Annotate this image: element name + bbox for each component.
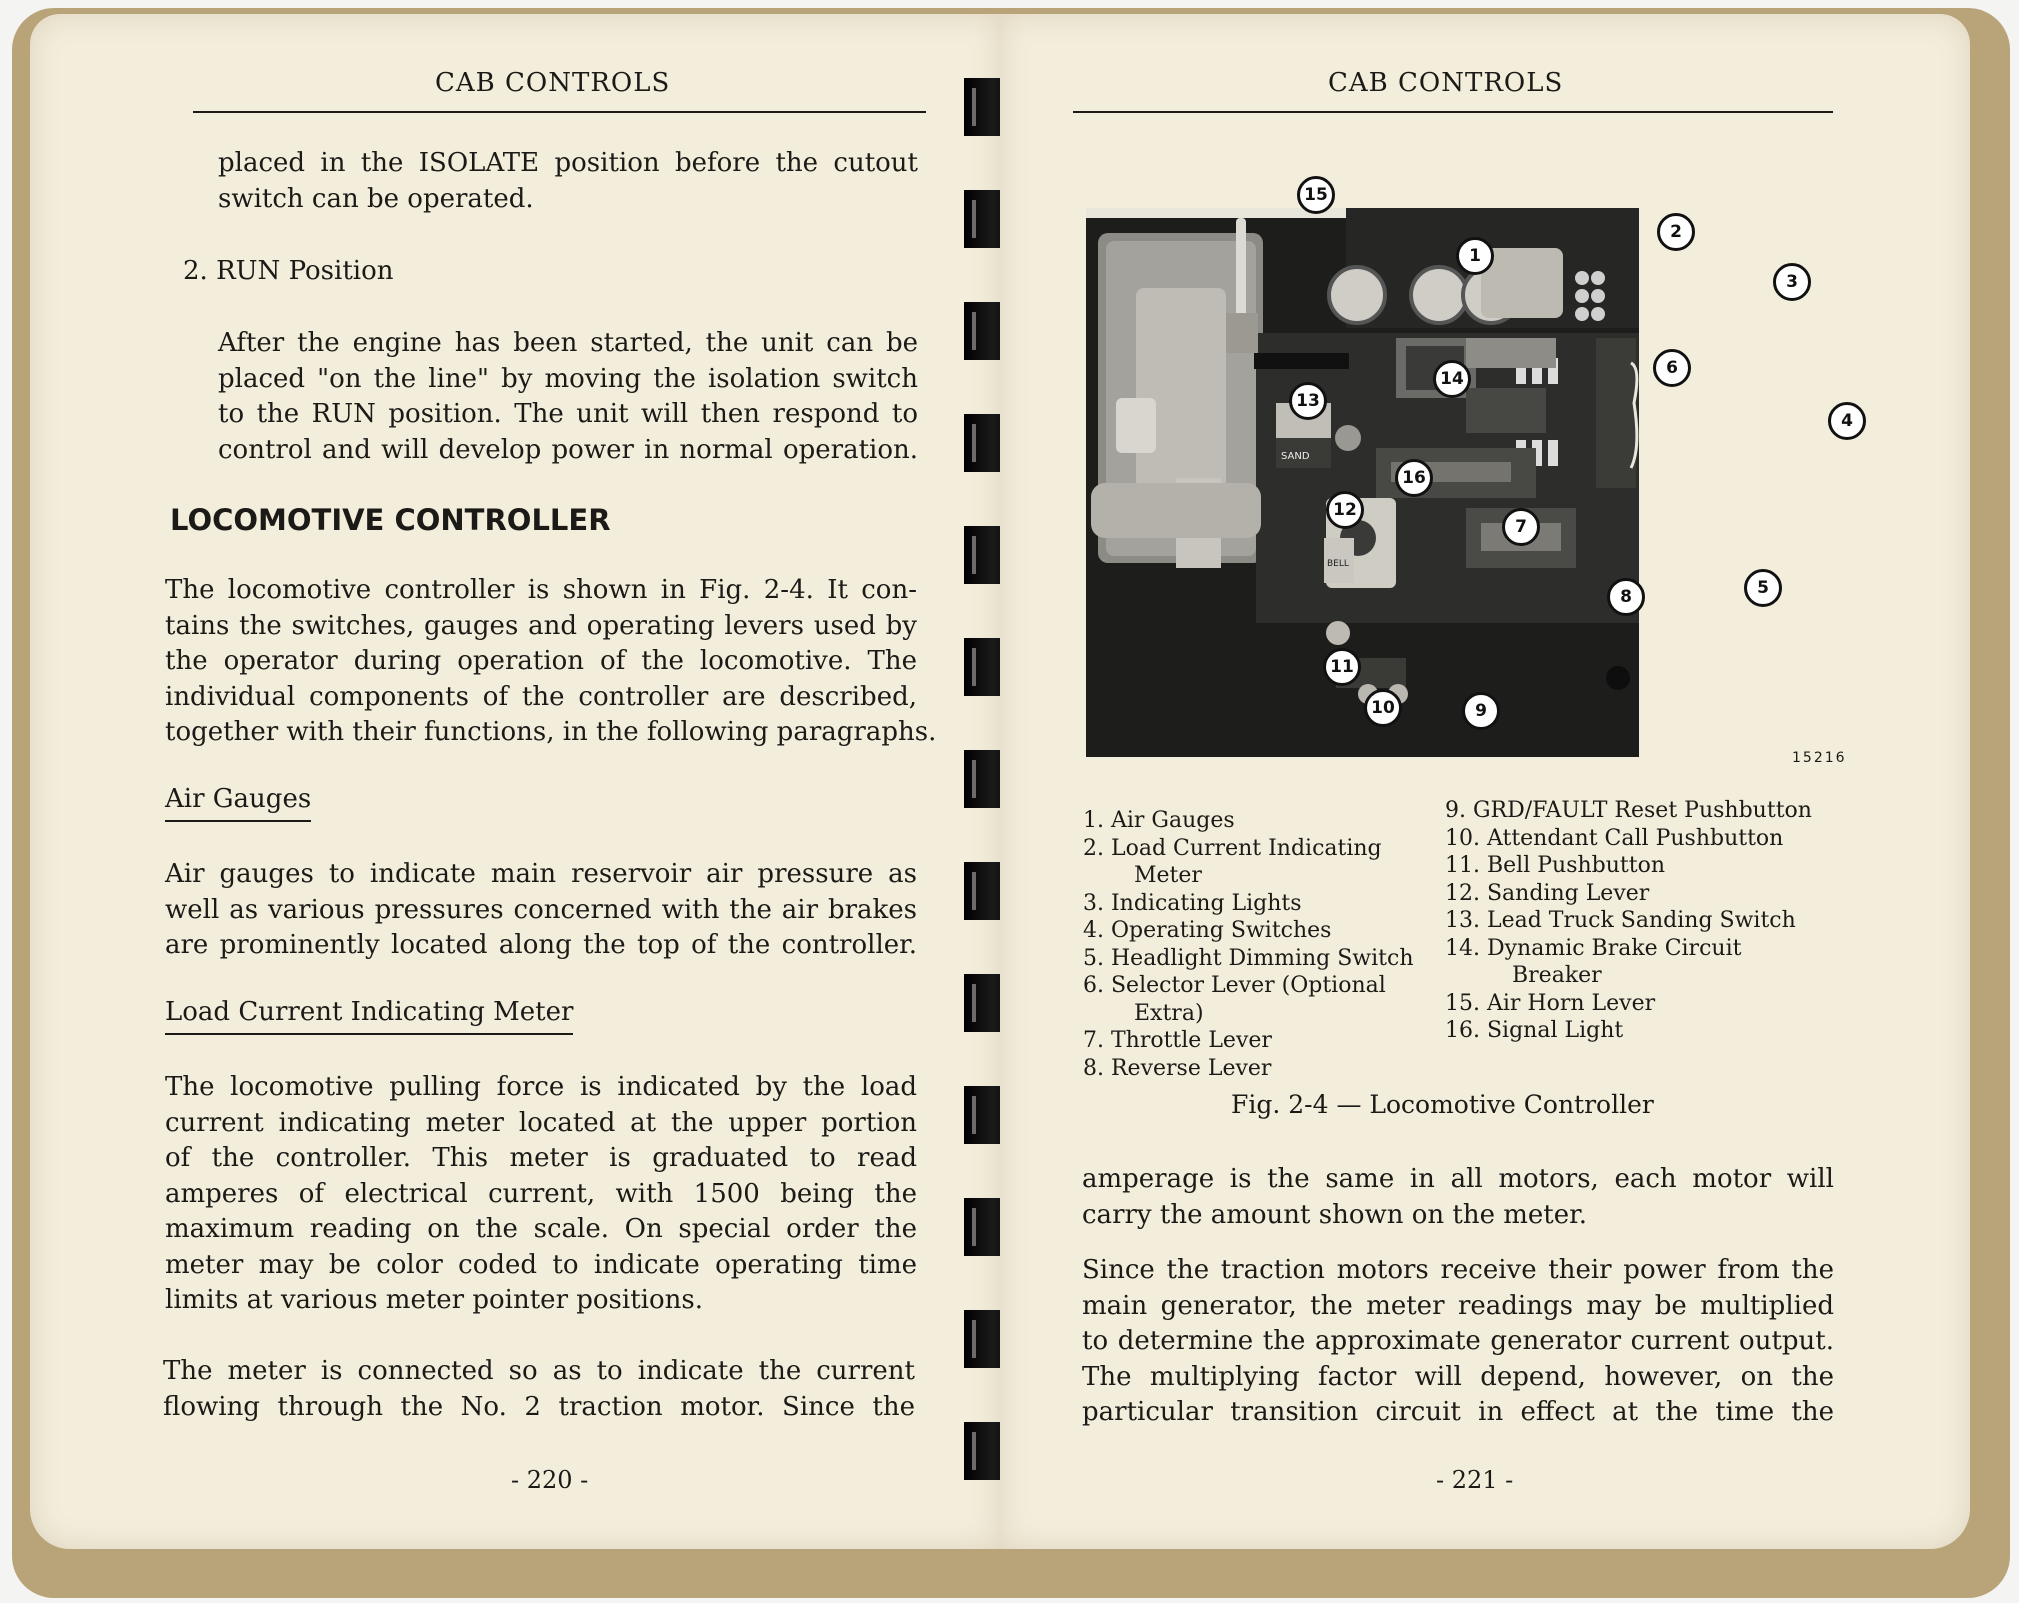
left-header: CAB CONTROLS — [435, 68, 671, 98]
section-heading-locomotive-controller: LOCOMOTIVE CONTROLLER — [170, 503, 611, 537]
legend-item: 2. Load Current Indicating — [1083, 835, 1382, 861]
legend-item: 16. Signal Light — [1445, 1018, 1624, 1043]
left-page — [30, 14, 1000, 1549]
legend-item: 6. Selector Lever (Optional — [1083, 973, 1386, 998]
callout-16: 16 — [1395, 459, 1433, 497]
legend-item-continued: Breaker — [1512, 963, 1602, 988]
right-header: CAB CONTROLS — [1328, 68, 1564, 98]
bell-label: BELL — [1327, 559, 1349, 569]
legend-item-continued: Extra) — [1134, 1000, 1204, 1026]
left-paragraph-6: The meter is connected so as to indicate the current flowing through the No. 2 traction motor. Since the — [163, 1356, 915, 1422]
left-page-number: - 220 - — [511, 1466, 589, 1494]
callout-3: 3 — [1773, 263, 1811, 301]
left-paragraph-3: The locomotive controller is shown in Fig. 2-4. It con- tains the switches, gauges and operating levers used by the operator during operation of the locomotive. The individual components of the controller are described, together with their functions, in the following paragraphs. — [165, 575, 937, 747]
callout-4: 4 — [1828, 402, 1866, 440]
legend-item: 4. Operating Switches — [1083, 918, 1332, 943]
subheading-air-gauges: Air Gauges — [165, 784, 311, 822]
run-position-heading: 2. RUN Position — [183, 256, 394, 286]
callout-15: 15 — [1297, 176, 1335, 214]
left-header-rule — [193, 111, 926, 113]
legend-item: 14. Dynamic Brake Circuit — [1445, 935, 1742, 961]
sand-label: SAND — [1281, 451, 1310, 462]
legend-item: 7. Throttle Lever — [1083, 1028, 1272, 1053]
legend-item: 15. Air Horn Lever — [1445, 990, 1656, 1016]
legend-right — [1445, 797, 1812, 1045]
figure-code: 15216 — [1792, 750, 1847, 766]
callout-7: 7 — [1502, 508, 1540, 546]
callout-14: 14 — [1433, 360, 1471, 398]
legend-item: 1. Air Gauges — [1083, 808, 1235, 833]
controller-illustration — [1086, 208, 1639, 757]
left-paragraph-2: After the engine has been started, the unit can be placed "on the line" by moving the isolation switch to the RUN position. The unit will then respond to control and will develop power in normal operation. — [218, 328, 918, 465]
legend-item: 9. GRD/FAULT Reset Pushbutton — [1445, 798, 1812, 823]
subheading-load-current-meter: Load Current Indicating Meter — [165, 997, 573, 1035]
legend-item: 3. Indicating Lights — [1083, 890, 1302, 916]
legend-item-continued: Meter — [1134, 863, 1202, 888]
locomotive-controller-photo — [1086, 208, 1639, 757]
callout-11: 11 — [1323, 648, 1361, 686]
callout-5: 5 — [1744, 569, 1782, 607]
legend-item: 12. Sanding Lever — [1445, 880, 1650, 906]
left-paragraph-1: placed in the ISOLATE position before the cutout switch can be operated. — [218, 148, 918, 214]
figure-caption: Fig. 2-4 — Locomotive Controller — [1231, 1090, 1654, 1119]
callout-1: 1 — [1456, 237, 1494, 275]
callout-6: 6 — [1653, 349, 1691, 387]
left-paragraph-4: Air gauges to indicate main reservoir air pressure as well as various pressures concerned with the air brakes are prominently located along the top of the controller. — [165, 859, 917, 960]
callout-8: 8 — [1607, 578, 1645, 616]
legend-item: 11. Bell Pushbutton — [1445, 853, 1666, 878]
right-header-rule — [1073, 111, 1833, 113]
left-paragraph-5: The locomotive pulling force is indicated by the load current indicating meter located at the upper portion of the controller. This meter is graduated to read amperes of electrical current, with 1500 being the maximum reading on the scale. On special order the meter may be color coded to indicate operating time limits at various meter pointer positions. — [165, 1072, 917, 1315]
legend-item: 5. Headlight Dimming Switch — [1083, 945, 1414, 971]
callout-10: 10 — [1364, 689, 1402, 727]
callout-13: 13 — [1289, 382, 1327, 420]
callout-2: 2 — [1657, 213, 1695, 251]
legend-item: 13. Lead Truck Sanding Switch — [1445, 908, 1796, 933]
right-page-number: - 221 - — [1436, 1466, 1514, 1494]
right-paragraph-1: amperage is the same in all motors, each motor will carry the amount shown on the meter. — [1082, 1164, 1834, 1230]
legend-left — [1083, 807, 1414, 1082]
legend-item: 10. Attendant Call Pushbutton — [1445, 825, 1784, 851]
callout-9: 9 — [1462, 692, 1500, 730]
right-paragraph-2: Since the traction motors receive their power from the main generator, the meter readings may be multiplied to determine the approximate generator current output. The multiplying factor will depend, however, on the particular transition circuit in effect at the time the — [1082, 1255, 1834, 1427]
callout-12: 12 — [1326, 491, 1364, 529]
legend-item: 8. Reverse Lever — [1083, 1055, 1272, 1081]
